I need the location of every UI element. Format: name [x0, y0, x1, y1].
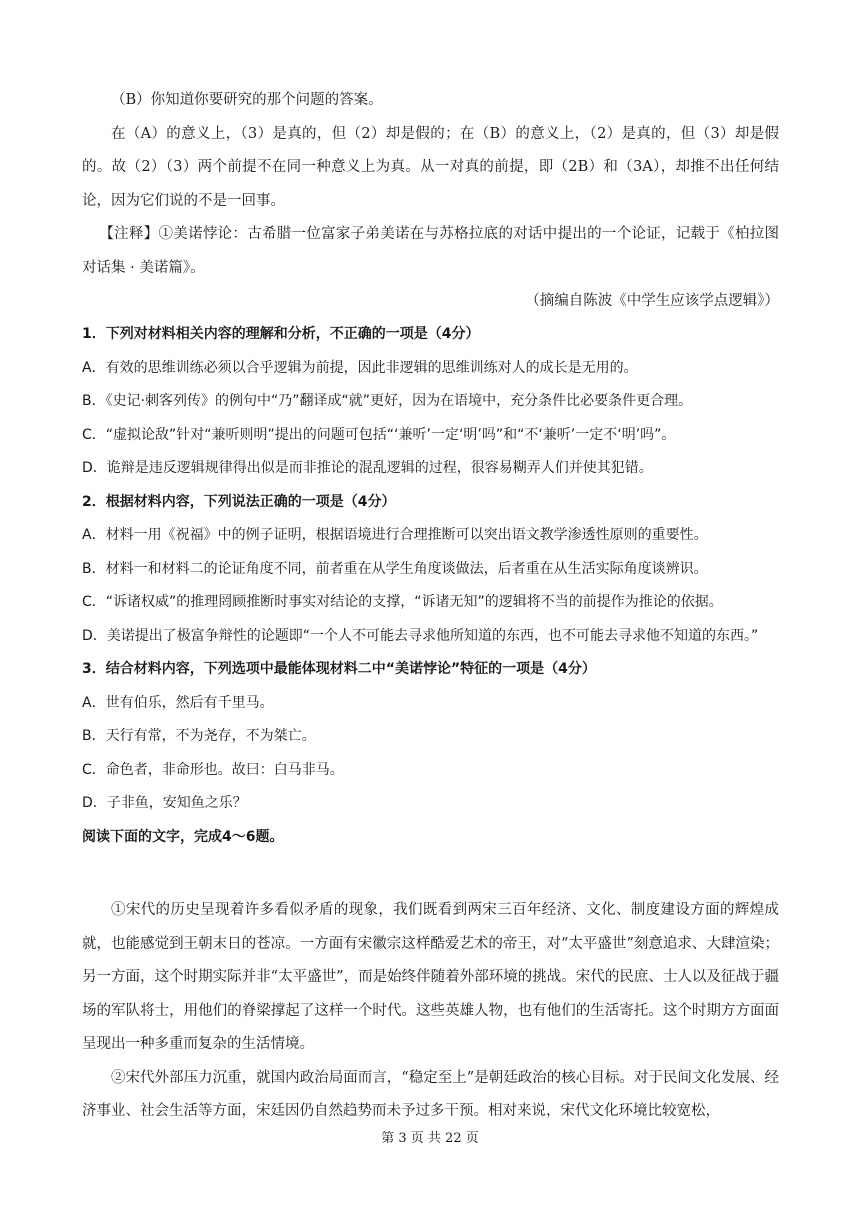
footnote: 【注释】①美诺悖论：古希腊一位富家子弟美诺在与苏格拉底的对话中提出的一个论证，记载于《柏拉图对话集 · 美诺篇》。: [82, 226, 779, 276]
question-2-option-a: A．材料一用《祝福》中的例子证明，根据语境进行合理推断可以突出语文教学渗透性原则的重要性。: [82, 527, 708, 543]
question-3-option-b: B．天行有常，不为尧存，不为桀亡。: [82, 728, 316, 744]
question-3-option-d: D．子非鱼，安知鱼之乐？: [82, 795, 247, 811]
paragraph-analysis: 在（A）的意义上，（3）是真的，但（2）却是假的；在（B）的意义上，（2）是真的，但（3）却是假的。故（2）（3）两个前提不在同一种意义上为真。从一对真的前提，即（2B）和（3A），却推不出任何结论，因为它们说的不是一回事。: [82, 125, 779, 209]
question-2-option-c: C．“诉诸权威”的推理罔顾推断时事实对结论的支撑，“诉诸无知”的逻辑将不当的前提作为推论的依据。: [82, 594, 723, 610]
question-2-option-b: B．材料一和材料二的论证角度不同，前者重在从学生角度谈做法，后者重在从生活实际角度谈辨识。: [82, 560, 708, 577]
material-continuation: [82, 84, 779, 319]
paragraph-b-definition: （B）你知道你要研究的那个问题的答案。: [111, 92, 383, 108]
question-1-option-a: A．有效的思维训练必须以合乎逻辑为前提，因此非逻辑的思维训练对人的成长是无用的。: [82, 359, 638, 376]
question-1-option-c: C．“虚拟论敌”针对“兼听则明”提出的问题可包括“‘兼听’一定‘明’吗”和“不‘兼听’一定不‘明’吗”。: [82, 426, 676, 443]
question-1-option-d: D．诡辩是违反逻辑规律得出似是而非推论的混乱逻辑的过程，很容易糊弄人们并使其犯错。: [82, 460, 653, 476]
question-1-stem: 1．下列对材料相关内容的理解和分析，不正确的一项是（4分）: [82, 326, 480, 342]
page-footer: 第 3 页 共 22 页: [381, 1131, 479, 1146]
question-1-option-b: B．《史记·刺客列传》的例句中“乃”翻译成“就”更好，因为在语境中，充分条件比必要条件更合理。: [82, 393, 693, 409]
question-2-option-d: D．美诺提出了极富争辩性的论题即“一个人不可能去寻求他所知道的东西，也不可能去寻求他不知道的东西。”: [82, 627, 759, 644]
reading-instruction: 阅读下面的文字，完成4～6题。: [82, 828, 284, 845]
question-3-stem: 3．结合材料内容，下列选项中最能体现材料二中“美诺悖论”特征的一项是（4分）: [82, 661, 596, 677]
reading-passage: [82, 894, 779, 1129]
questions-section: [82, 318, 779, 854]
question-3-option-a: A．世有伯乐，然后有千里马。: [82, 694, 274, 711]
source-citation: （摘编自陈波《中学生应该学点逻辑》）: [525, 293, 779, 309]
question-2-stem: 2．根据材料内容，下列说法正确的一项是（4分）: [82, 493, 396, 510]
passage-paragraph-1: ①宋代的历史呈现着许多看似矛盾的现象，我们既看到两宋三百年经济、文化、制度建设方面的辉煌成就，也能感觉到王朝末日的苍凉。一方面有宋徽宗这样酷爱艺术的帝王，对“太平盛世”刻意追求、大肆渲染；另一方面，这个时期实际并非“太平盛世”，而是始终伴随着外部环境的挑战。宋代的民庶、士人以及征战于疆场的军队将士，用他们的脊梁撑起了这样一个时代。这些英雄人物，也有他们的生活寄托。这个时期方方面面呈现出一种多重而复杂的生活情境。: [82, 902, 779, 1052]
question-3-option-c: C．命色者，非命形也。故曰：白马非马。: [82, 761, 344, 778]
passage-paragraph-2: ②宋代外部压力沉重，就国内政治局面而言，“稳定至上”是朝廷政治的核心目标。对于民间文化发展、经济事业、社会生活等方面，宋廷因仍自然趋势而未予过多干预。相对来说，宋代文化环境比较宽松，: [82, 1069, 779, 1119]
